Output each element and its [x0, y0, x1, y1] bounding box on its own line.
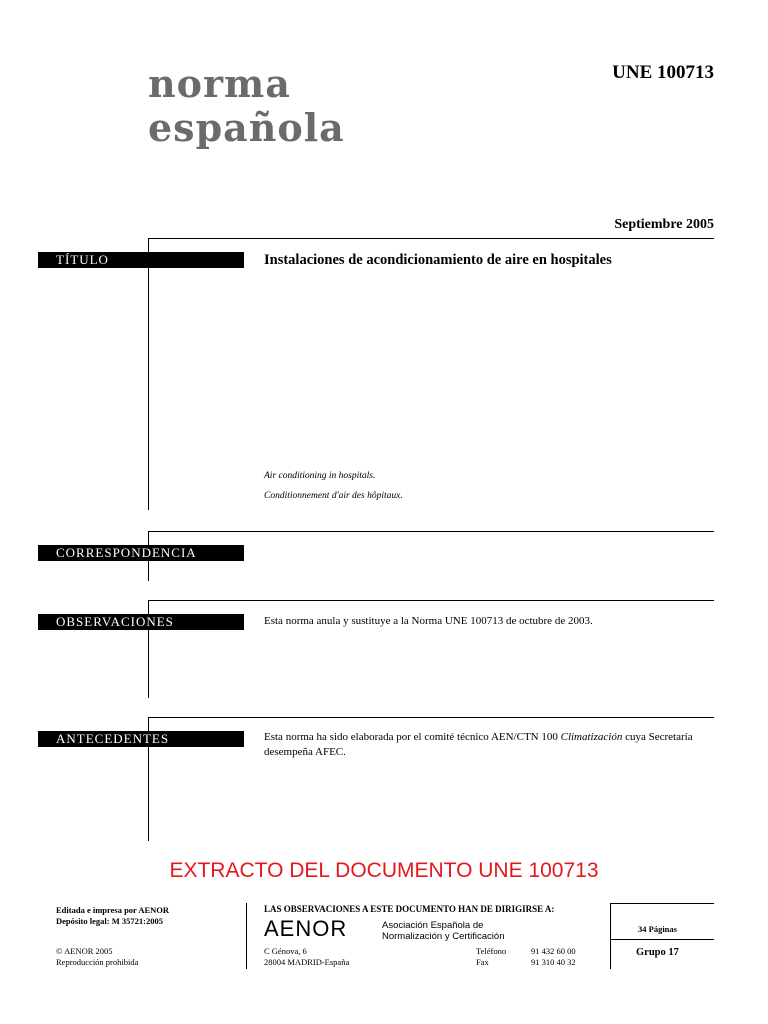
- antecedentes-text-start: Esta norma ha sido elaborada por el comité técnico AEN/CTN 100: [264, 731, 561, 743]
- footer-deposit: Depósito legal: M 35721:2005: [56, 916, 163, 926]
- footer-fax-value: 91 310 40 32: [531, 957, 576, 967]
- footer-rule-right: [610, 903, 611, 969]
- footer-rule-left: [246, 903, 247, 969]
- section-rule-titulo: [148, 238, 149, 510]
- label-correspondencia: CORRESPONDENCIA: [38, 545, 244, 561]
- footer-phone-label: Teléfono: [476, 946, 507, 956]
- label-titulo: TÍTULO: [38, 252, 244, 268]
- antecedentes-text: [264, 730, 716, 760]
- footer-contact-heading: LAS OBSERVACIONES A ESTE DOCUMENTO HAN DE DIRIGIRSE A:: [264, 904, 555, 914]
- footer-pages: 34 Páginas: [638, 924, 677, 934]
- footer-address-city: 28004 MADRID-España: [264, 957, 350, 967]
- footer-phone-value: 91 432 60 00: [531, 946, 576, 956]
- footer-edited-by: Editada e impresa por AENOR: [56, 905, 170, 915]
- footer-address-street: C Génova, 6: [264, 946, 307, 956]
- brand-line-1: norma: [148, 61, 291, 106]
- section-divider-titulo: [148, 238, 714, 239]
- section-divider-correspondencia: [148, 531, 714, 532]
- section-divider-observaciones: [148, 600, 714, 601]
- document-title: Instalaciones de acondicionamiento de aire en hospitales: [264, 252, 612, 268]
- brand-line-2: española: [148, 105, 345, 150]
- aenor-org-name-line-2: Normalización y Certificación: [382, 931, 505, 942]
- title-english: Air conditioning in hospitals.: [264, 471, 376, 481]
- footer-copyright: © AENOR 2005: [56, 946, 113, 956]
- aenor-org-name-line-1: Asociación Española de: [382, 920, 484, 931]
- footer-pages-divider-mid: [610, 939, 714, 940]
- footer-fax-label: Fax: [476, 957, 489, 967]
- standard-code: UNE 100713: [612, 62, 714, 83]
- antecedentes-text-end: cuya Secretaría desempeña AFEC.: [264, 731, 693, 758]
- footer-pages-divider-top: [610, 903, 714, 904]
- brand-wordmark: [148, 62, 345, 150]
- label-observaciones: OBSERVACIONES: [38, 614, 244, 630]
- footer-reproduction: Reproducción prohibida: [56, 957, 139, 967]
- extract-notice: EXTRACTO DEL DOCUMENTO UNE 100713: [169, 859, 599, 882]
- section-divider-antecedentes: [148, 717, 714, 718]
- title-french: Conditionnement d'air des hôpitaux.: [264, 491, 403, 501]
- observaciones-text: Esta norma anula y sustituye a la Norma UNE 100713 de octubre de 2003.: [264, 615, 593, 627]
- footer-group: Grupo 17: [636, 947, 679, 958]
- aenor-org-name: [382, 920, 504, 942]
- antecedentes-committee-name: Climatización: [560, 731, 623, 743]
- label-antecedentes: ANTECEDENTES: [38, 731, 244, 747]
- aenor-logo: AENOR: [264, 916, 348, 941]
- publication-date: Septiembre 2005: [614, 217, 714, 232]
